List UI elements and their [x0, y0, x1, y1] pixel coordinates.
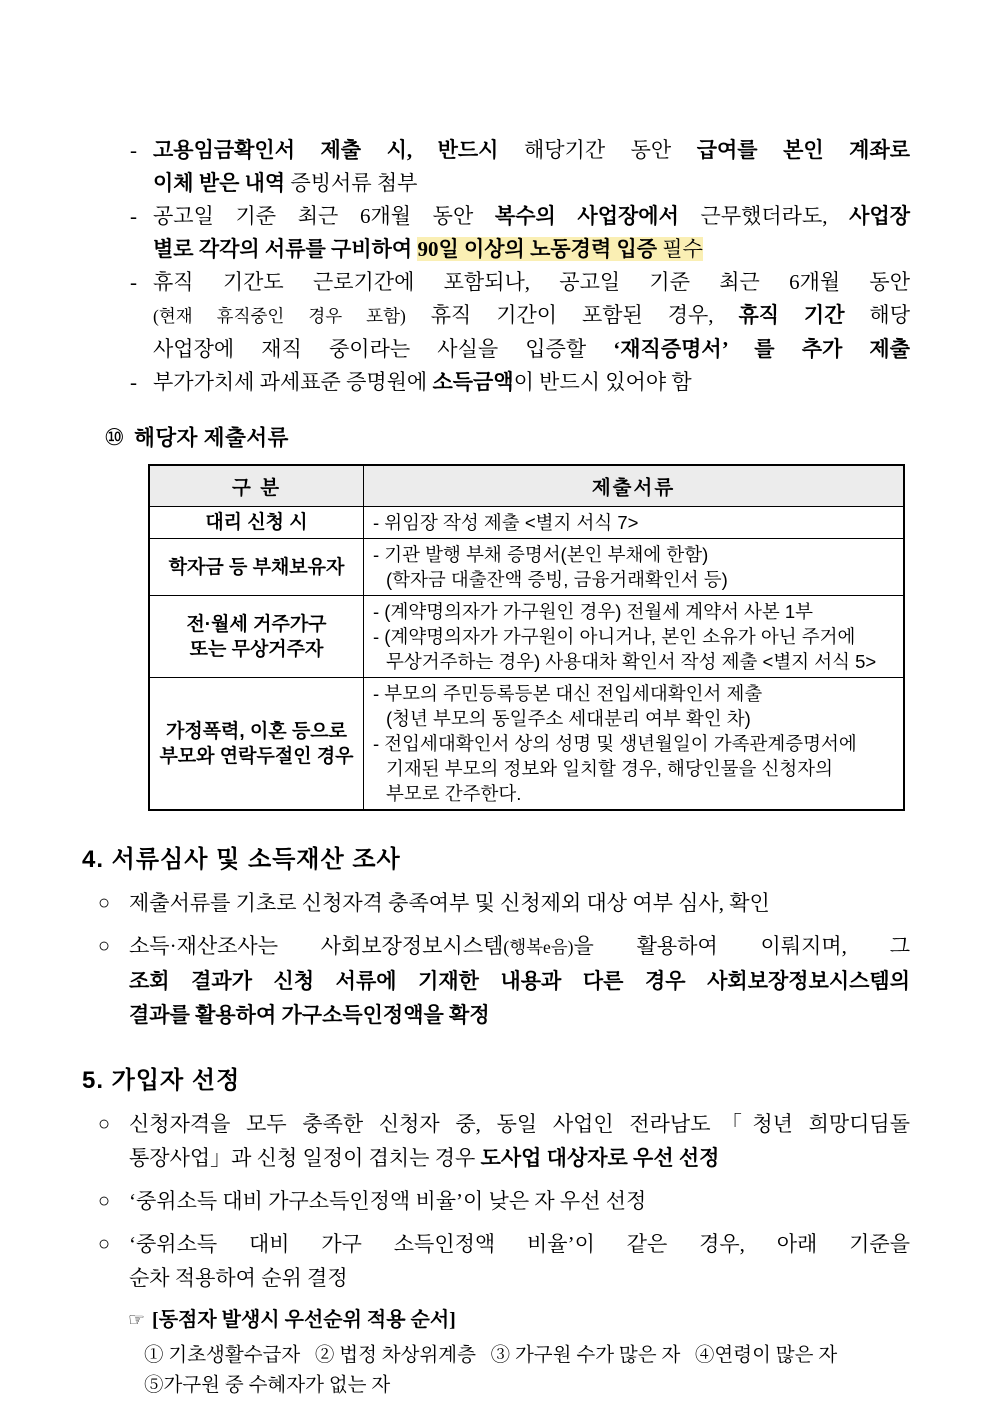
dash-bullet-marker: -	[130, 138, 137, 162]
circle-bullet-marker: ○	[98, 1113, 111, 1135]
dash-bullet-marker: -	[130, 370, 137, 394]
bullet-line: - 고용임금확인서 제출 시, 반드시 해당기간 동안 급여를 본인 계좌로	[128, 134, 910, 167]
section-heading-4: 4. 서류심사 및 소득재산 조사	[82, 846, 401, 873]
table-row	[149, 678, 904, 811]
table-caption-text: 해당자 제출서류	[134, 426, 289, 450]
dash-bullet-marker: -	[130, 270, 137, 294]
section-heading-5: 5. 가입자 선정	[82, 1067, 241, 1094]
submission-documents-table	[148, 464, 905, 811]
circle-bullet: ○ ‘중위소득 대비 가구소득인정액 비율’이 낮은 자 우선 선정	[98, 1184, 910, 1218]
circle-bullet: ○ 제출서류를 기초로 신청자격 충족여부 및 신청제외 대상 여부 심사, 확인	[98, 886, 910, 920]
table-header-documents: 제출서류	[364, 465, 905, 507]
bullet-line-continuation: (현재 휴직중인 경우 포함) 휴직 기간이 포함된 경우, 휴직 기간 해당	[153, 303, 910, 327]
table-caption	[104, 421, 910, 452]
bullet-line-continuation: 이체 받은 내역 증빙서류 첨부	[153, 171, 418, 195]
table-cell-documents: - 위임장 작성 제출 <별지 서식 7>	[364, 507, 905, 539]
table-cell-category: 전·월세 거주가구 또는 무상거주자	[149, 596, 364, 678]
table-cell-category: 가정폭력, 이혼 등으로 부모와 연락두절인 경우	[149, 678, 364, 811]
table-row	[149, 507, 904, 539]
tiebreak-label: [동점자 발생시 우선순위 적용 순서]	[152, 1309, 456, 1331]
circle-bullet-marker: ○	[98, 1233, 111, 1255]
circled-10-marker: ⑩	[104, 425, 126, 450]
table-cell-category: 학자금 등 부채보유자	[149, 539, 364, 596]
bullet-line-continuation: 별로 각각의 서류를 구비하여 90일 이상의 노동경력 입증 필수	[153, 237, 703, 261]
top-bullet-section	[128, 134, 910, 399]
highlighted-text: 필수	[657, 237, 703, 261]
dash-bullet-marker: -	[130, 204, 137, 228]
circle-bullet-marker: ○	[98, 935, 111, 957]
bullet-line: - 공고일 기준 최근 6개월 동안 복수의 사업장에서 근무했더라도, 사업장	[128, 200, 910, 233]
table-cell-category: 대리 신청 시	[149, 507, 364, 539]
bullet-line: - 부가가치세 과세표준 증명원에 소득금액이 반드시 있어야 함	[128, 366, 910, 399]
table-row	[149, 596, 904, 678]
bullet-line: - 휴직 기간도 근로기간에 포함되나, 공고일 기준 최근 6개월 동안	[128, 266, 910, 299]
table-cell-documents: - 기관 발행 부채 증명서(본인 부채에 한함) (학자금 대출잔액 증빙, 금융거래확인서 등)	[364, 539, 905, 596]
pointer-hand-icon: ☞	[128, 1310, 146, 1331]
table-cell-documents: - (계약명의자가 가구원인 경우) 전월세 계약서 사본 1부 - (계약명의자가 가구원이 아니거나, 본인 소유가 아닌 주거에 무상거주하는 경우) 사용대차 확인서 작성 제출 <별지 서식 5>	[364, 596, 905, 678]
circle-bullet-marker: ○	[98, 892, 111, 914]
circle-bullet: ○ 소득·재산조사는 사회보장정보시스템(행복e음)을 활용하여 이뤄지며, 그 조회 결과가 신청 서류에 기재한 내용과 다른 경우 사회보장정보시스템의 결과를 활용하여 가구소득인정액을 확정	[98, 929, 910, 1032]
tiebreak-criteria-line: ① 기초생활수급자 ② 법정 차상위계층 ③ 가구원 수가 많은 자 ④연령이 많은 자	[144, 1345, 838, 1366]
table-row	[149, 539, 904, 596]
tiebreak-criteria-line: ⑤가구원 중 수혜자가 없는 자	[144, 1375, 391, 1396]
table-header-category: 구 분	[149, 465, 364, 507]
circle-bullet-marker: ○	[98, 1190, 111, 1212]
table-cell-documents: - 부모의 주민등록등본 대신 전입세대확인서 제출 (청년 부모의 동일주소 세대분리 여부 확인 차) - 전입세대확인서 상의 성명 및 생년월일이 가족관계증명서에 기재된 부모의 정보와 일치할 경우, 해당인물을 신청자의 부모로 간주한다.	[364, 678, 905, 811]
tiebreak-heading	[128, 1304, 910, 1337]
highlighted-text: 90일 이상의 노동경력 입증	[417, 237, 658, 261]
circle-bullet: ○ ‘중위소득 대비 가구 소득인정액 비율’이 같은 경우, 아래 기준을 순차 적용하여 순위 결정	[98, 1227, 910, 1295]
table-header-row	[149, 465, 904, 507]
bullet-line-continuation: 사업장에 재직 중이라는 사실을 입증할 ‘재직증명서’ 를 추가 제출	[153, 337, 910, 361]
circle-bullet: ○ 신청자격을 모두 충족한 신청자 중, 동일 사업인 전라남도「청년 희망디딤돌 통장사업」과 신청 일정이 겹치는 경우 도사업 대상자로 우선 선정	[98, 1107, 910, 1175]
